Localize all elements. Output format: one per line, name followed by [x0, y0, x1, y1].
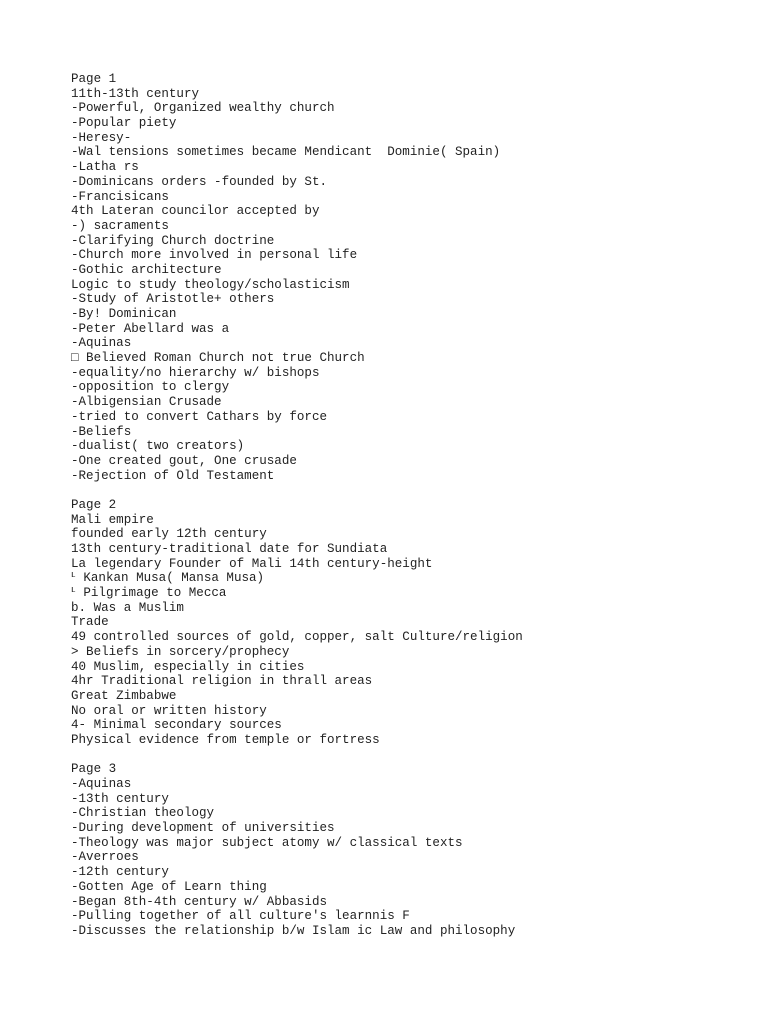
note-line: -equality/no hierarchy w/ bishops: [71, 365, 320, 380]
note-line: -Popular piety: [71, 116, 177, 131]
document-body: [71, 72, 523, 953]
page-heading: Page 1: [71, 72, 117, 86]
page-heading: Page 2: [71, 497, 117, 512]
note-line: -Averroes: [71, 850, 139, 865]
note-line: -Pulling together of all culture's learnnis F: [71, 909, 410, 924]
note-line: Logic to study theology/scholasticism: [71, 277, 350, 292]
note-line: -Latha rs: [71, 160, 139, 175]
note-line: -During development of universities: [71, 821, 335, 836]
note-line: Great Zimbabwe: [71, 688, 177, 703]
note-line: □ Believed Roman Church not true Church: [71, 351, 365, 366]
note-line: No oral or written history: [71, 703, 267, 718]
note-line: founded early 12th century: [71, 527, 267, 542]
note-line: -Aquinas: [71, 336, 132, 351]
note-line: -Albigensian Crusade: [71, 395, 222, 410]
page-section: [71, 762, 523, 938]
note-line: -By! Dominican: [71, 307, 177, 321]
note-line: -Peter Abellard was a: [71, 321, 230, 336]
note-line: 13th century-traditional date for Sundiata: [71, 542, 388, 556]
note-line: 40 Muslim, especially in cities: [71, 659, 305, 674]
note-line: b. Was a Muslim: [71, 600, 184, 615]
note-line: La legendary Founder of Mali 14th century-height: [71, 556, 433, 571]
note-line: -Church more involved in personal life: [71, 248, 358, 263]
note-line: 4th Lateran councilor accepted by: [71, 204, 320, 219]
note-line: Physical evidence from temple or fortress: [71, 732, 380, 747]
note-line: -) sacraments: [71, 218, 169, 233]
note-line: Mali empire: [71, 512, 154, 527]
note-line: Trade: [71, 615, 109, 630]
note-line: 4hr Traditional religion in thrall areas: [71, 674, 373, 689]
note-line: 49 controlled sources of gold, copper, salt Culture/religion: [71, 630, 523, 645]
note-line: -12th century: [71, 865, 169, 880]
note-line: -Began 8th-4th century w/ Abbasids: [71, 894, 327, 909]
note-line: -Beliefs: [71, 424, 132, 439]
page-section: [71, 498, 523, 748]
note-line: -Francisicans: [71, 189, 169, 204]
note-line: -Aquinas: [71, 777, 132, 791]
note-line: -Christian theology: [71, 806, 215, 821]
page-heading: Page 3: [71, 762, 117, 777]
note-line: 11th-13th century: [71, 86, 199, 101]
note-line: -tried to convert Cathars by force: [71, 409, 327, 424]
note-line: -One created gout, One crusade: [71, 453, 297, 468]
note-line: ᒻ Pilgrimage to Mecca: [71, 586, 227, 601]
note-line: -Powerful, Organized wealthy church: [71, 101, 335, 116]
note-line: -Rejection of Old Testament: [71, 468, 275, 483]
page-section: [71, 72, 523, 483]
note-line: -Gothic architecture: [71, 262, 222, 277]
note-line: -Dominicans orders -founded by St.: [71, 174, 327, 189]
note-line: -Gotten Age of Learn thing: [71, 879, 267, 894]
note-line: -Wal tensions sometimes became Mendicant Dominie( Spain): [71, 145, 501, 160]
note-line: 4- Minimal secondary sources: [71, 718, 282, 733]
note-line: ᒻ Kankan Musa( Mansa Musa): [71, 571, 265, 586]
note-line: > Beliefs in sorcery/prophecy: [71, 644, 290, 659]
note-line: -Clarifying Church doctrine: [71, 233, 275, 248]
note-line: -opposition to clergy: [71, 380, 230, 395]
note-line: -Discusses the relationship b/w Islam ic Law and philosophy: [71, 923, 516, 938]
note-line: -dualist( two creators): [71, 439, 245, 454]
note-line: -Study of Aristotle+ others: [71, 292, 275, 307]
note-line: -13th century: [71, 791, 169, 806]
note-line: -Heresy-: [71, 130, 132, 145]
note-line: -Theology was major subject atomy w/ classical texts: [71, 835, 463, 850]
